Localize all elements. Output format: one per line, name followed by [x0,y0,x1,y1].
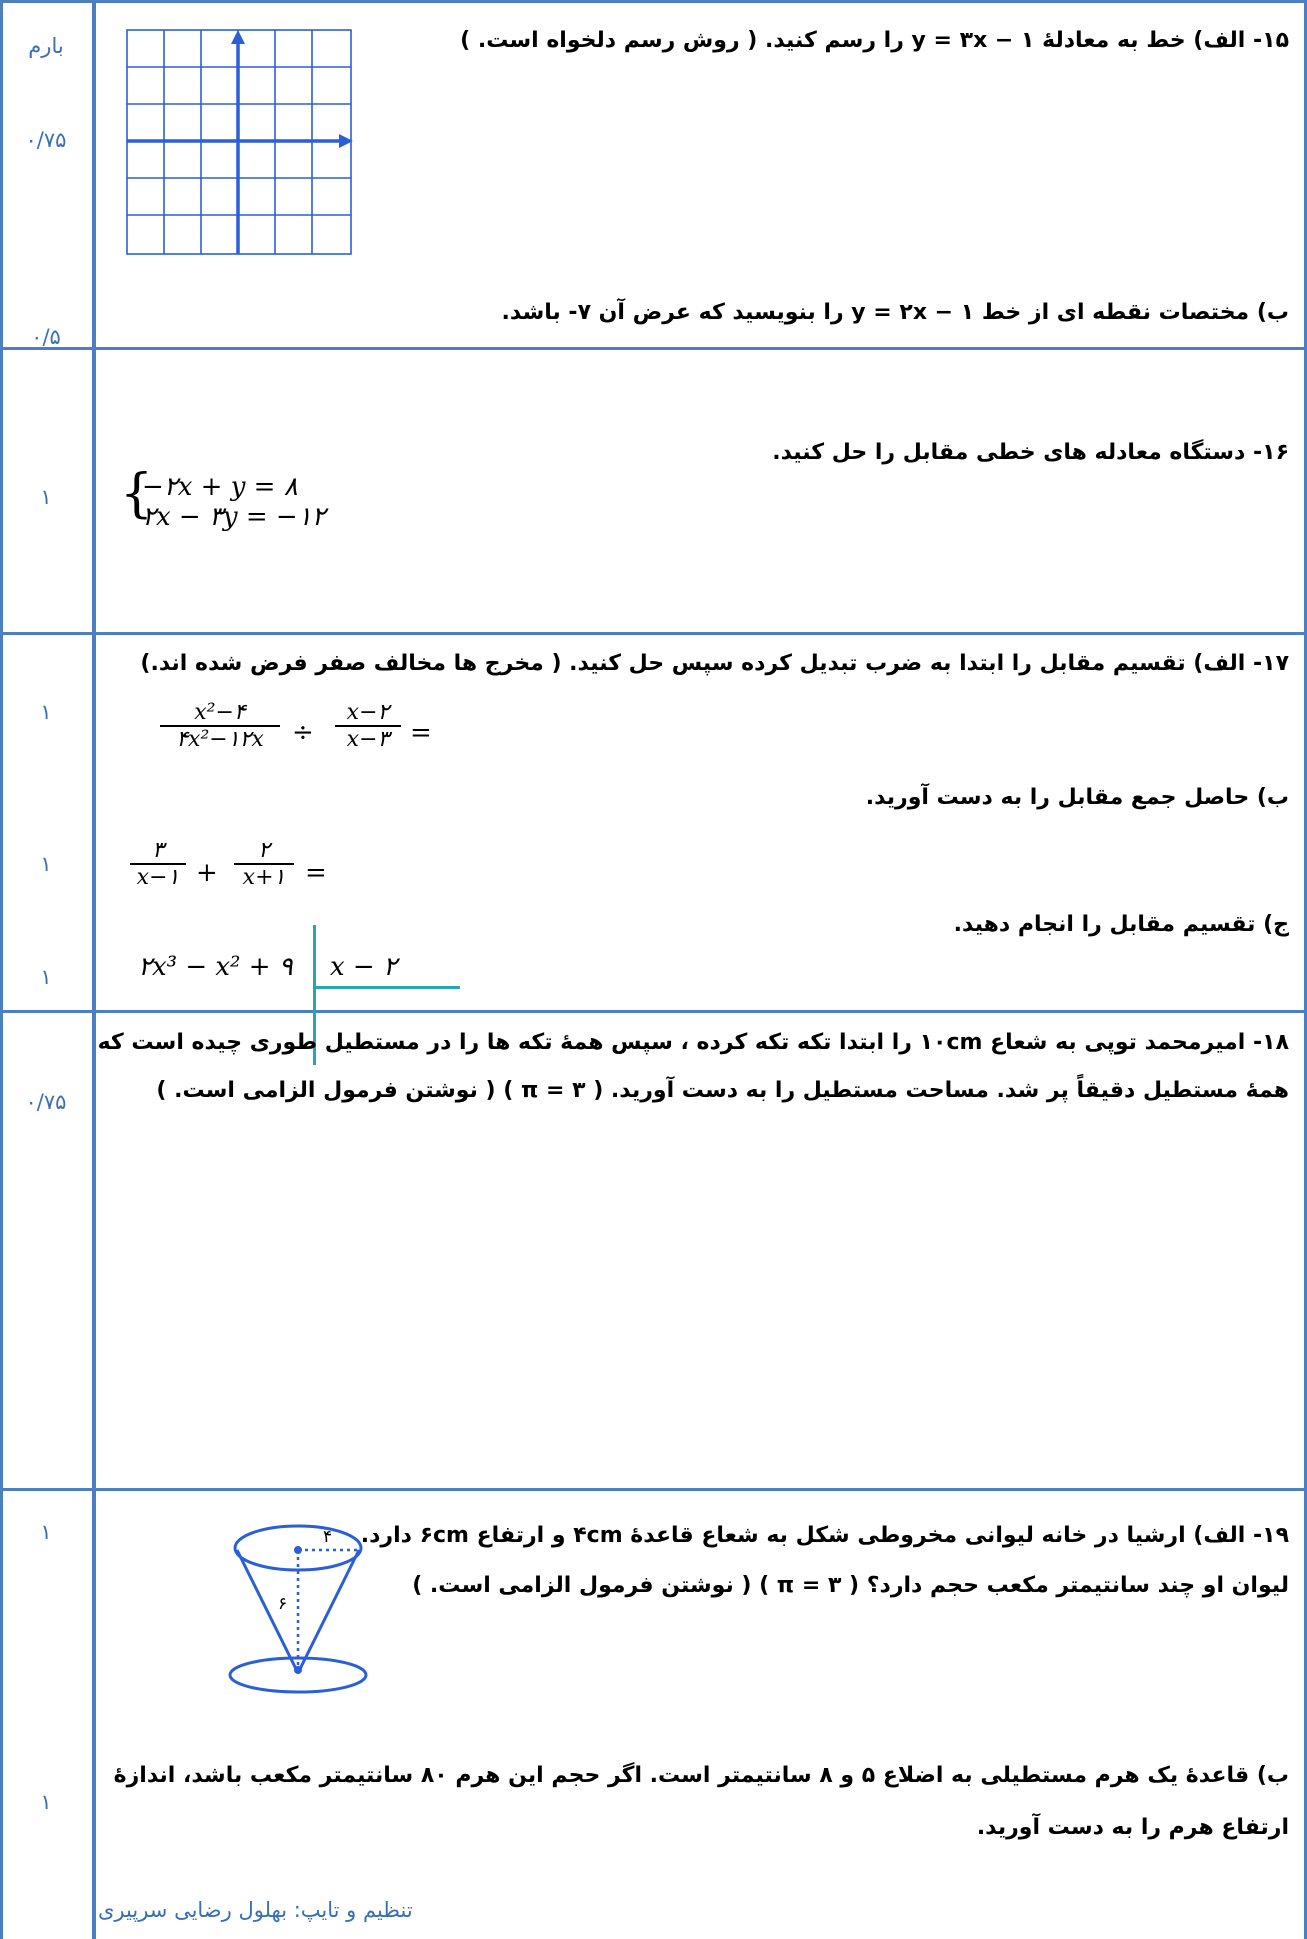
score-q17b: ۱ [40,852,52,876]
q17a-numerator-1: x²−۴ [194,700,246,725]
row-divider [0,632,1307,635]
score-column-divider [92,0,96,1939]
q16-text: ۱۶- دستگاه معادله های خطی مقابل را حل کنید. [772,440,1289,465]
q15a-text: ۱۵- الف) خط به معادلهٔ y = ۳x − ۱ را رسم کنید. ( روش رسم دلخواه است. ) [460,28,1289,53]
row-divider [0,1488,1307,1491]
q17b-fraction-2 [234,838,294,890]
q17a-fraction-2 [335,700,401,752]
q19a-line-1: ۱۹- الف) ارشیا در خانه لیوانی مخروطی شکل به شعاع قاعدهٔ ۴cm و ارتفاع ۶cm دارد. [360,1523,1289,1548]
footer-credit: تنظیم و تایپ: بهلول رضایی سرپیری [98,1898,413,1922]
q17b-denominator-1: x−۱ [136,865,180,890]
q17b-equals: = [305,858,327,888]
q17a-denominator-2: x−۳ [346,727,390,752]
q17b-fraction-1 [130,838,186,890]
brace: { [120,464,154,524]
score-q16: ۱ [40,485,52,509]
q18-line-1: ۱۸- امیرمحمد توپی به شعاع ۱۰cm را ابتدا تکه تکه کرده ، سپس همهٔ تکه ها را در مستطیل طوری چیده است که [97,1030,1289,1055]
score-header: بارم [28,34,64,58]
q17b-text: ب) حاصل جمع مقابل را به دست آورید. [865,785,1289,810]
score-q17a: ۱ [40,700,52,724]
q17b-numerator-2: ۲ [258,838,270,863]
q15b-text: ب) مختصات نقطه ای از خط y = ۲x − ۱ را بنویسید که عرض آن ۷- باشد. [501,300,1289,325]
q17b-numerator-1: ۳ [152,838,164,863]
score-q15b: ۰/۵ [31,325,61,349]
q16-equation-1: −۲x + y = ۸ [142,472,298,502]
q17a-denominator-1: ۴x²−۱۲x [176,727,264,752]
coordinate-grid [125,28,355,258]
cone-figure [225,1520,375,1700]
division-bracket-horizontal [313,986,460,989]
score-q19a: ۱ [40,1520,52,1544]
q17c-divisor: x − ۲ [330,952,397,982]
q16-equation-2: ۲x − ۳y = −۱۲ [142,502,326,532]
score-q17c: ۱ [40,965,52,989]
q17c-dividend: ۲x³ − x² + ۹ [138,952,293,982]
score-q18: ۰/۷۵ [25,1090,67,1114]
cone-height-label: ۶ [278,1594,288,1614]
q17a-equals: = [410,718,432,748]
q17a-fraction-1 [160,700,280,752]
q17a-divide-sign: ÷ [292,718,314,748]
q19a-line-2: لیوان او چند سانتیمتر مکعب حجم دارد؟ ( π = ۳ ) ( نوشتن فرمول الزامی است. ) [412,1573,1289,1598]
q18-line-2: همهٔ مستطیل دقیقاً پر شد. مساحت مستطیل را به دست آورید. ( π = ۳ ) ( نوشتن فرمول الزامی است. ) [156,1078,1289,1103]
cone-radius-label: ۴ [323,1527,333,1547]
score-q19b: ۱ [40,1790,52,1814]
q17c-text: ج) تقسیم مقابل را انجام دهید. [953,912,1289,937]
q17b-plus-sign: + [196,858,218,888]
score-q15a: ۰/۷۵ [25,128,67,152]
q17b-denominator-2: x+۱ [242,865,286,890]
row-divider [0,347,1307,350]
q19b-line-1: ب) قاعدهٔ یک هرم مستطیلی به اضلاع ۵ و ۸ سانتیمتر است. اگر حجم این هرم ۸۰ سانتیمتر مکعب باشد، اندازهٔ [113,1763,1289,1788]
q17a-text: ۱۷- الف) تقسیم مقابل را ابتدا به ضرب تبدیل کرده سپس حل کنید. ( مخرج ها مخالف صفر فرض شده اند.) [140,651,1289,676]
q17a-numerator-2: x−۲ [346,700,390,725]
row-divider [0,1010,1307,1013]
q19b-line-2: ارتفاع هرم را به دست آورید. [976,1815,1289,1840]
